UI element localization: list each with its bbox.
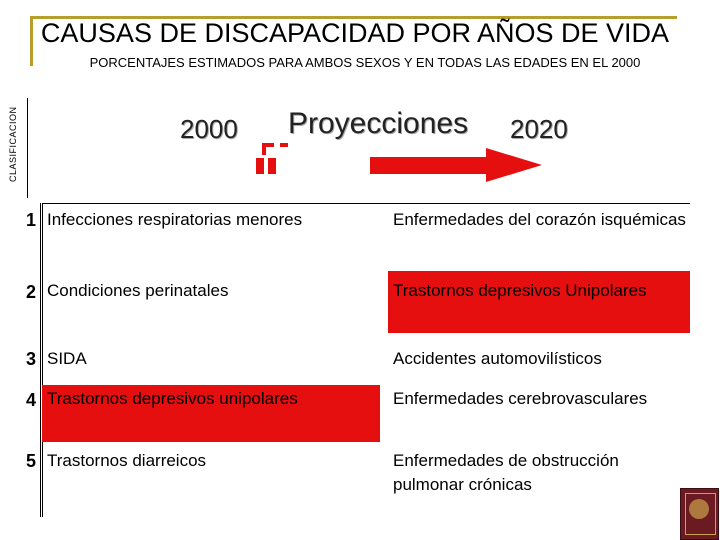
row-4-left: Trastornos depresivos unipolares [42, 385, 380, 442]
slide-subtitle: PORCENTAJES ESTIMADOS PARA AMBOS SEXOS Y EN TODAS LAS EDADES EN EL 2000 [89, 55, 641, 70]
arrow-dash-1 [256, 158, 264, 174]
row-number-2: 2 [26, 282, 37, 302]
arrow-head [486, 148, 542, 182]
slide-title: CAUSAS DE DISCAPACIDAD POR AÑOS DE VIDA [40, 18, 670, 48]
row-4-right: Enfermedades cerebrovasculares [393, 389, 648, 408]
side-label: CLASIFICACION [8, 106, 18, 182]
row-1-left: Infecciones respiratorias menores [47, 210, 303, 229]
row-3-right: Accidentes automovilísticos [393, 349, 602, 368]
arrow-shaft [370, 157, 488, 174]
row-number-3: 3 [26, 349, 37, 369]
table-number-border [40, 203, 41, 517]
logo-emblem-icon [689, 499, 709, 519]
row-number-5: 5 [26, 451, 37, 471]
projection-arrow-icon [250, 140, 550, 190]
arrow-dash-5 [280, 143, 288, 147]
arrow-dash-4 [262, 143, 274, 147]
row-1-right: Enfermedades del corazón isquémicas [393, 210, 686, 229]
row-2-right: Trastornos depresivos Unipolares [388, 271, 690, 333]
row-5-right: Enfermedades de obstrucción pulmonar crónicas [393, 451, 619, 494]
table-top-line [42, 203, 690, 204]
projections-label: Proyecciones [288, 107, 469, 140]
row-number-1: 1 [26, 210, 37, 230]
year-from: 2000 [180, 114, 238, 144]
row-2-left: Condiciones perinatales [47, 281, 229, 300]
institution-logo [680, 488, 719, 540]
arrow-dash-2 [268, 158, 276, 174]
year-to: 2020 [510, 114, 568, 144]
row-5-left: Trastornos diarreicos [47, 451, 207, 470]
row-number-4: 4 [26, 390, 37, 410]
side-divider [27, 98, 28, 198]
row-3-left: SIDA [47, 349, 87, 368]
